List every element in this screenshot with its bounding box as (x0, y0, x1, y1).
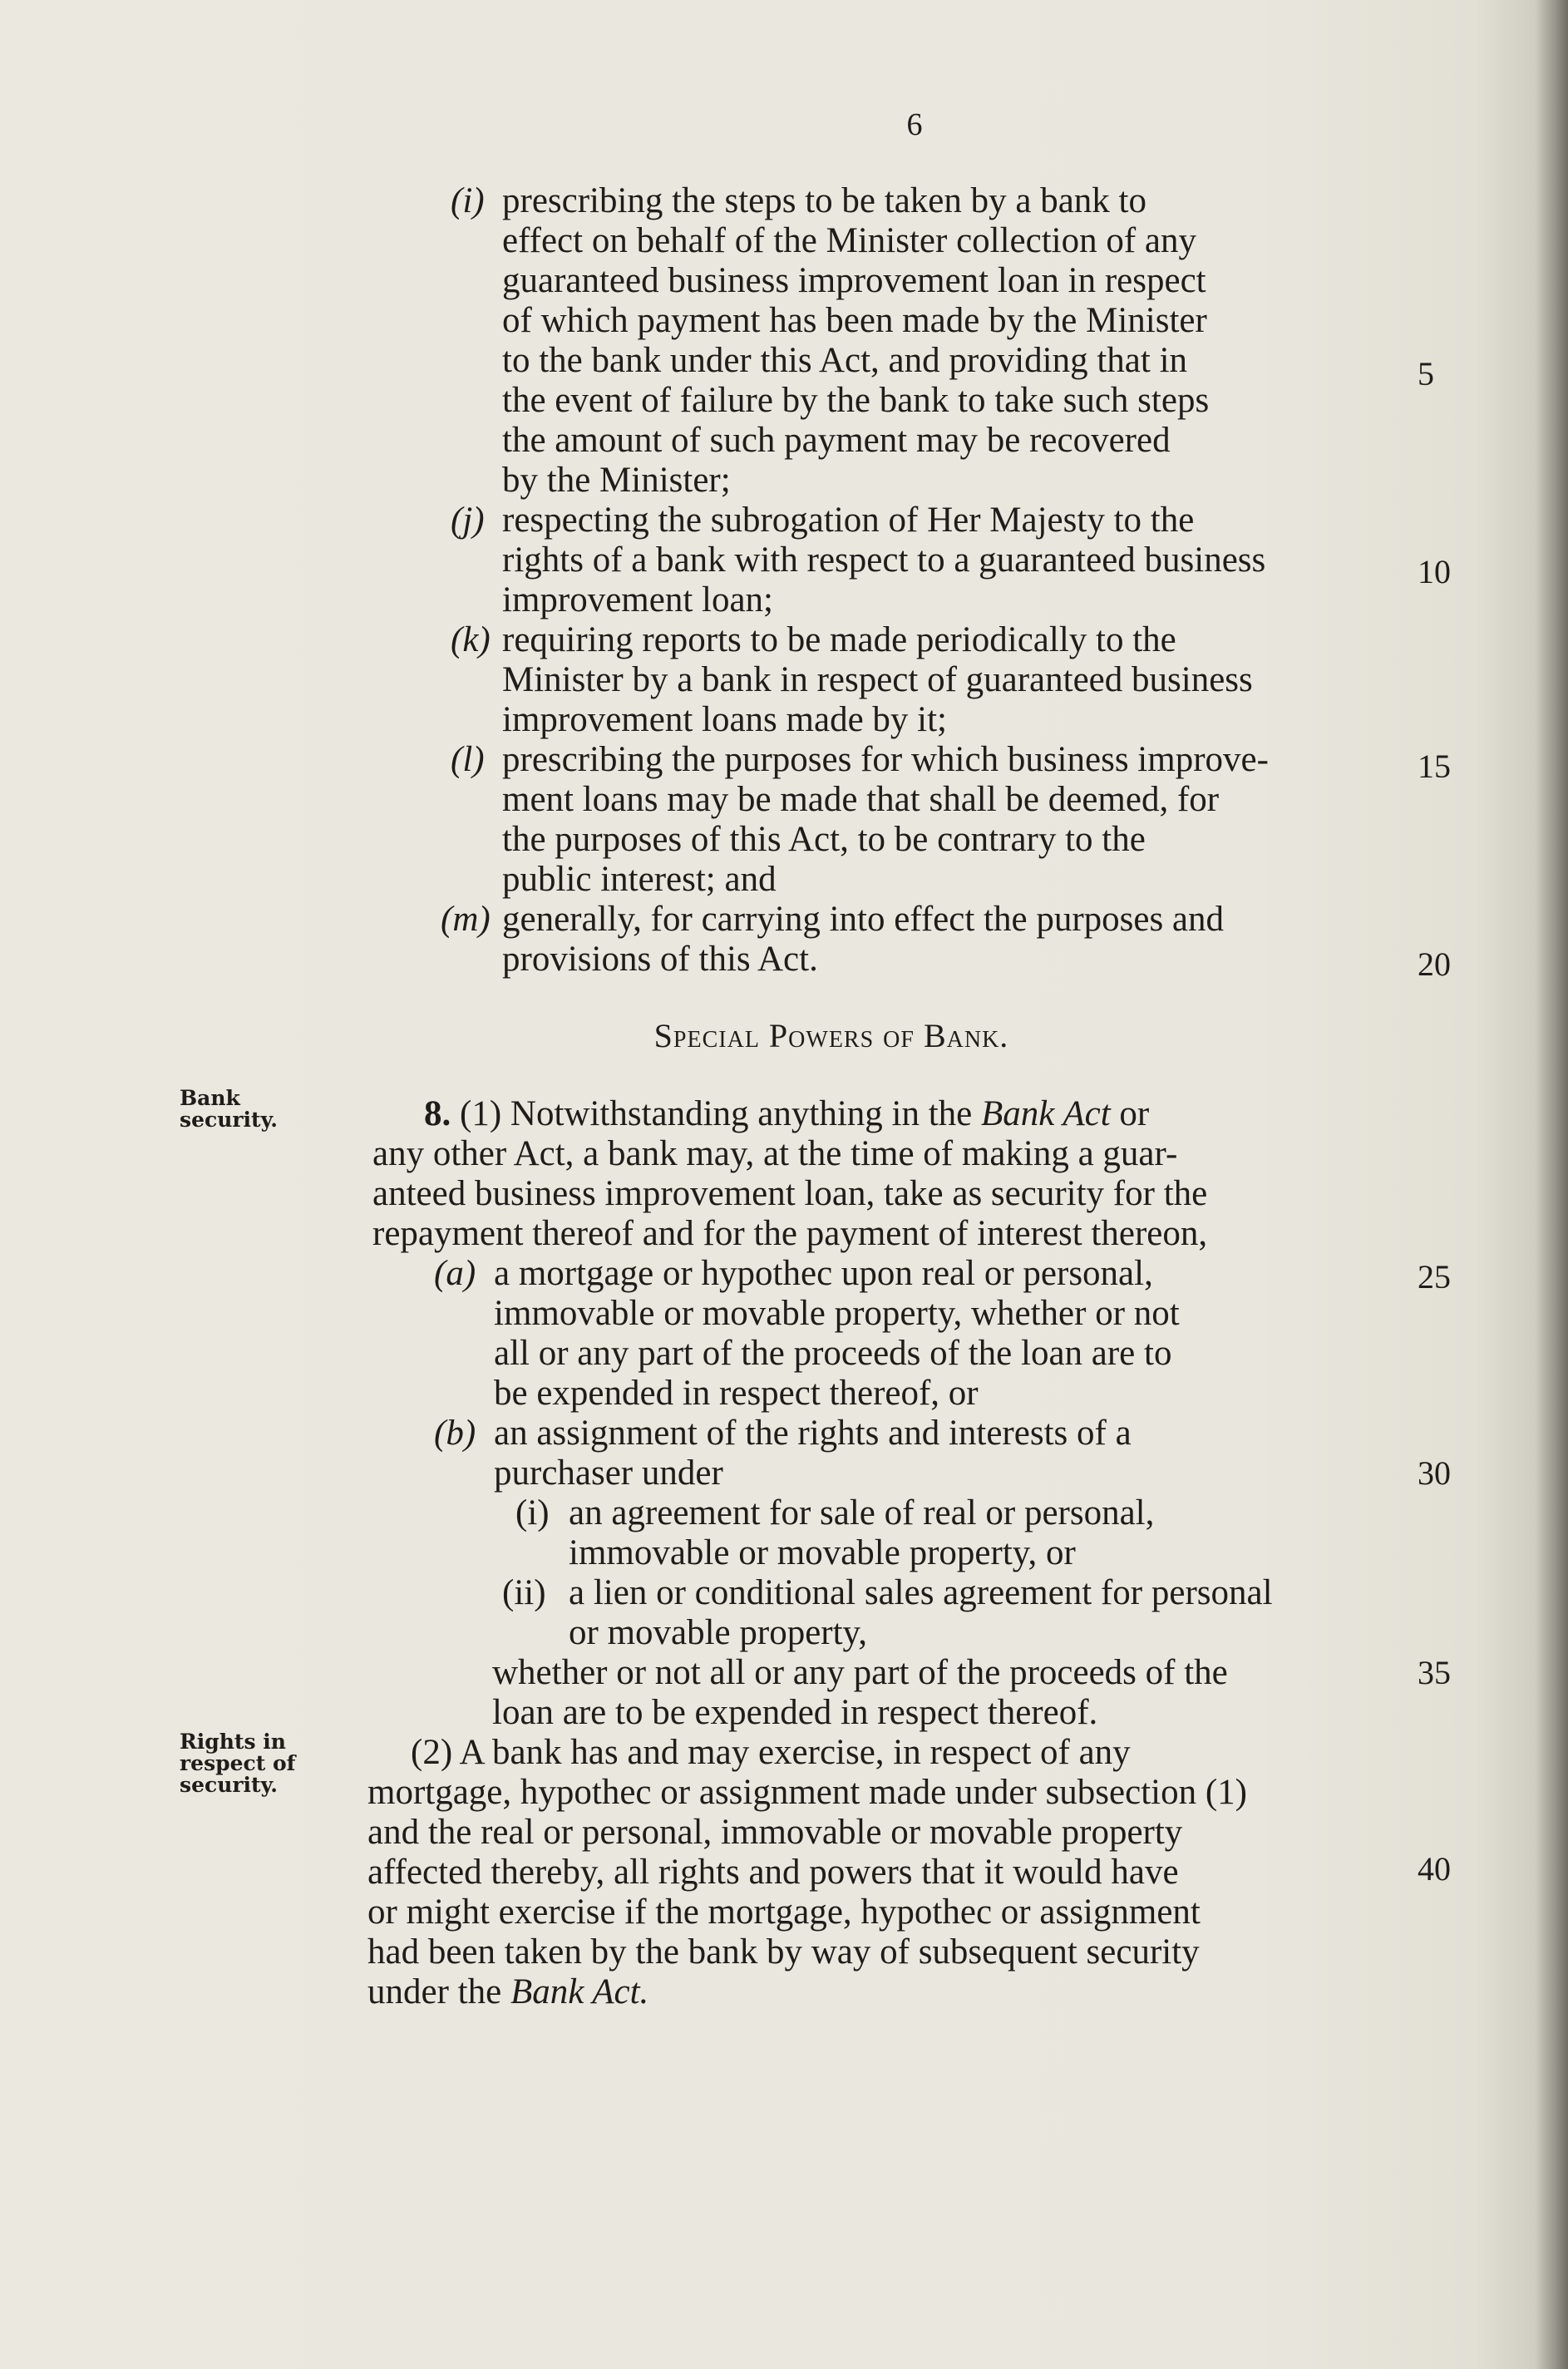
sub2-line: affected thereby, all rights and powers that it would have (367, 1853, 1179, 1892)
para-a-line: be expended in respect thereof, or (494, 1374, 979, 1413)
para-label-a: (a) (434, 1254, 476, 1293)
para-i-line: prescribing the steps to be taken by a bank to (502, 181, 1146, 220)
subpara-ii-line: or movable property, (569, 1613, 868, 1652)
subpara-ii-line: a lien or conditional sales agreement for personal (569, 1573, 1273, 1612)
section-8-first-line (424, 1094, 1149, 1134)
marginal-note-line: Rights in (180, 1730, 286, 1754)
closing-line: loan are to be expended in respect thereof. (492, 1693, 1098, 1732)
para-j-line: improvement loan; (502, 580, 774, 619)
line-number: 15 (1418, 748, 1451, 785)
para-i-line: by the Minister; (502, 461, 731, 500)
para-l-line: public interest; and (502, 860, 777, 899)
marginal-note-line: security. (180, 1108, 278, 1132)
para-b-line: an assignment of the rights and interests of a (494, 1414, 1132, 1453)
sub2-line: mortgage, hypothec or assignment made under subsection (1) (367, 1773, 1247, 1812)
para-j-line: respecting the subrogation of Her Majesty to the (502, 501, 1195, 540)
para-label-l: (l) (451, 740, 485, 779)
bank-act-ref: Bank Act. (510, 1972, 649, 2011)
sub1-line: anteed business improvement loan, take as security for the (372, 1174, 1208, 1213)
para-i-line: the amount of such payment may be recovered (502, 421, 1171, 460)
page-number: 6 (906, 107, 923, 142)
marginal-note-bank-security (180, 1088, 278, 1131)
sub2-last-text: under the (367, 1972, 510, 2011)
section-number: 8. (424, 1094, 451, 1133)
para-l-line: prescribing the purposes for which business improve- (502, 740, 1269, 779)
sub2-last-line (367, 1972, 648, 2012)
para-l-line: ment loans may be made that shall be deemed, for (502, 780, 1220, 819)
sub2-line: and the real or personal, immovable or movable property (367, 1813, 1183, 1852)
sub2-line: (2) A bank has and may exercise, in respect of any (411, 1733, 1131, 1772)
page-binding-shadow (1535, 0, 1568, 2369)
line-number: 35 (1418, 1654, 1451, 1691)
marginal-note-line: respect of (180, 1751, 296, 1775)
para-l-line: the purposes of this Act, to be contrary to the (502, 820, 1146, 859)
para-i-line: of which payment has been made by the Minister (502, 301, 1207, 340)
line-number: 40 (1418, 1850, 1451, 1888)
para-i-line: to the bank under this Act, and providing that in (502, 341, 1188, 380)
subpara-i-line: an agreement for sale of real or personal, (569, 1493, 1155, 1532)
para-i-line: guaranteed business improvement loan in respect (502, 261, 1206, 300)
para-m-line: generally, for carrying into effect the purposes and (502, 900, 1225, 939)
line-number: 20 (1418, 945, 1451, 983)
para-label-i: (i) (451, 181, 485, 220)
para-label-m: (m) (441, 900, 491, 939)
sub1-text: (1) Notwithstanding anything in the (460, 1094, 982, 1133)
sub2-line: or might exercise if the mortgage, hypothec or assignment (367, 1893, 1201, 1932)
para-a-line: all or any part of the proceeds of the loan are to (494, 1334, 1172, 1373)
marginal-note-line: security. (180, 1773, 278, 1797)
para-label-k: (k) (451, 620, 491, 659)
subpara-label-ii: (ii) (502, 1573, 546, 1612)
marginal-note-rights-in-security (180, 1731, 295, 1796)
para-k-line: Minister by a bank in respect of guaranteed business (502, 660, 1253, 699)
closing-line: whether or not all or any part of the proceeds of the (492, 1653, 1228, 1692)
subpara-i-line: immovable or movable property, or (569, 1533, 1076, 1572)
subpara-label-i: (i) (515, 1493, 550, 1532)
para-b-line: purchaser under (494, 1453, 723, 1493)
para-a-line: immovable or movable property, whether or not (494, 1294, 1180, 1333)
line-number: 5 (1418, 355, 1434, 392)
sub1-line: repayment thereof and for the payment of interest thereon, (372, 1214, 1208, 1253)
sub2-line: had been taken by the bank by way of subsequent security (367, 1932, 1200, 1972)
para-label-b: (b) (434, 1414, 476, 1453)
line-number: 10 (1418, 553, 1451, 590)
sub1-line: any other Act, a bank may, at the time of making a guar- (372, 1134, 1178, 1173)
para-label-j: (j) (451, 501, 485, 540)
para-i-line: effect on behalf of the Minister collection of any (502, 221, 1197, 260)
para-i-line: the event of failure by the bank to take such steps (502, 381, 1210, 420)
para-k-line: requiring reports to be made periodically to the (502, 620, 1176, 659)
marginal-note-line: Bank (180, 1086, 240, 1110)
section-heading: Special Powers of Bank. (653, 1017, 1009, 1054)
para-a-line: a mortgage or hypothec upon real or personal, (494, 1254, 1153, 1293)
line-number: 25 (1418, 1258, 1451, 1296)
para-m-line: provisions of this Act. (502, 940, 818, 979)
para-j-line: rights of a bank with respect to a guaranteed business (502, 540, 1266, 580)
bank-act-ref: Bank Act (981, 1094, 1111, 1133)
line-number: 30 (1418, 1454, 1451, 1492)
para-k-line: improvement loans made by it; (502, 700, 948, 739)
sub1-text-end: or (1110, 1094, 1150, 1133)
